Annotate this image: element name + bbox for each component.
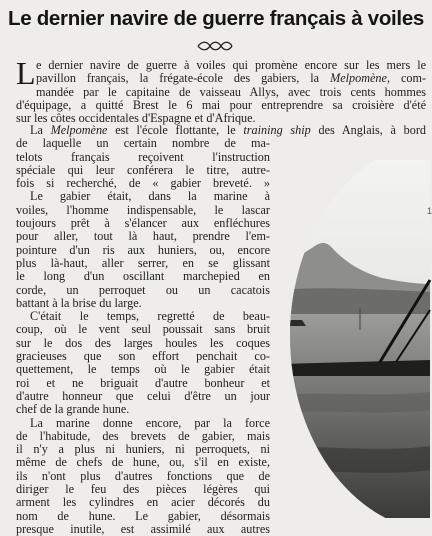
body-line: Le gabier était, dans la marine à [30, 189, 270, 204]
body-line: de laquelle un certain nombre de ma- [16, 136, 270, 151]
body-line: le long d'un oscillant marchepied en [16, 269, 270, 284]
body-line: nom de hune. Le gabier, désormais [16, 508, 270, 523]
photo-vignette [262, 160, 430, 518]
body-line: pointure d'un ris aux huniers, ou, encore [16, 242, 270, 257]
intro-line: pavillon français, la frégate-école des gabiers, la Melpomène, com- [36, 71, 427, 86]
intro-line: sur les côtes occidentales d'Espagne et d'Afrique. [16, 111, 256, 126]
body-line: presque inutile, est assimilé aux autres [16, 521, 270, 536]
body-line: arment les cylindres en acier décorés du [16, 495, 270, 510]
body-line: même de chefs de hune, ou, s'il en existe, [16, 455, 270, 470]
intro-line: d'équipage, a quitté Brest le 6 mai pour entreprendre sa croisière d'été [16, 97, 426, 112]
body-line: corde, un perroquet ou un cacatois [16, 282, 270, 297]
body-line: toujours prêt à s'élancer aux enfléchures [16, 216, 270, 231]
body-line: d'autre honneur que celui d'être un jour [16, 388, 270, 403]
body-line: spéciale qui leur conférera le titre, autre- [16, 162, 270, 177]
intro-line: mandée par le capitaine de vaisseau Allys, avec trois cents hommes [36, 84, 426, 99]
body-line: C'était le temps, regretté de beau- [30, 309, 270, 324]
intro-line: e dernier navire de guerre à voiles qui promène encore sur les mers le [36, 58, 426, 72]
body-line: voiles, l'homme indispensable, le lascar [16, 202, 270, 217]
article-title: Le dernier navire de guerre français à voiles [7, 7, 425, 30]
ship-photograph [262, 160, 430, 518]
body-line: battant à la brise du large. [16, 295, 142, 310]
title-ornament-divider [196, 41, 234, 51]
body-line: pour aller, tout là haut, prendre l'em- [16, 229, 270, 244]
body-line: quettement, le temps où le gabier était [16, 362, 270, 377]
body-line: coup, où le vent seul poussait sans bruit [16, 322, 270, 337]
body-line: telots français reçoivent l'instruction [16, 149, 270, 164]
body-line: La marine donne encore, par la force [30, 415, 270, 430]
body-line: il n'y a plus ni huniers, ni perroquets, ni [16, 442, 270, 457]
body-line: fois si recherché, de « gabier breveté. » [16, 176, 270, 191]
body-line: roi et ne briguait d'autre bonheur et [16, 375, 270, 390]
body-line: plus là-haut, aller serrer, en se glissant [16, 255, 270, 270]
body-line: diriger le feu des pièces légères qui [16, 482, 270, 497]
body-line: sur le dos des larges houles les coques [16, 335, 270, 350]
intro-paragraph [16, 55, 427, 126]
page-edge-mark: 1 [427, 206, 432, 216]
body-line: gracieuses que son effort penchait co- [16, 349, 270, 364]
body-line: La Melpomène est l'école flottante, le training ship des Anglais, à bord [30, 123, 426, 137]
body-line: chef de la grande hune. [16, 402, 130, 417]
body-column [16, 123, 426, 536]
drop-cap: L [16, 55, 36, 91]
body-line: ils n'ont plus d'autres fonctions que de [16, 468, 270, 483]
body-line: de l'habitude, des brevets de gabier, mais [16, 428, 270, 443]
